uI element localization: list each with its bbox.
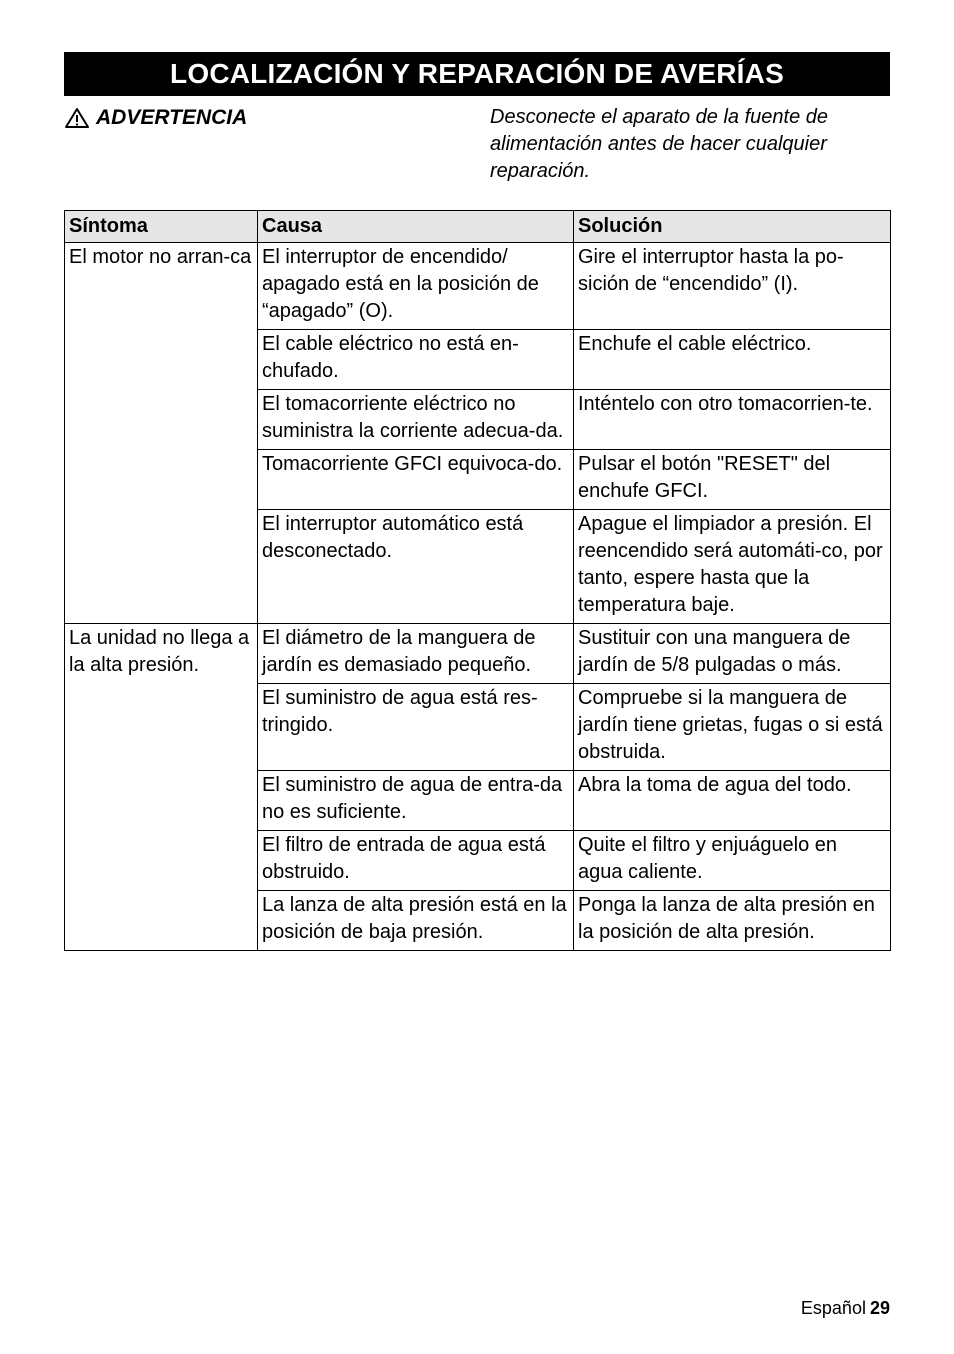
cause-cell: El interruptor de encendido/ apagado está en la posición de “apagado” (O). bbox=[258, 243, 574, 330]
warning-label-text: ADVERTENCIA bbox=[96, 106, 248, 129]
solution-cell: Sustituir con una manguera de jardín de 5/8 pulgadas o más. bbox=[574, 624, 891, 684]
header-symptom: Síntoma bbox=[65, 211, 258, 243]
solution-cell: Apague el limpiador a presión. El reencendido será automáti-co, por tanto, espere hasta que la temperatura baje. bbox=[574, 510, 891, 624]
table-row bbox=[65, 243, 891, 330]
solution-cell: Gire el interruptor hasta la po-sición de “encendido” (I). bbox=[574, 243, 891, 330]
header-cause: Causa bbox=[258, 211, 574, 243]
page-number: 29 bbox=[869, 1298, 890, 1318]
header-solution: Solución bbox=[574, 211, 891, 243]
symptom-cell: El motor no arran-ca bbox=[65, 243, 258, 624]
cause-cell: Tomacorriente GFCI equivoca-do. bbox=[258, 450, 574, 510]
cause-cell: La lanza de alta presión está en la posición de baja presión. bbox=[258, 891, 574, 951]
table-header-row bbox=[65, 211, 891, 243]
solution-cell: Pulsar el botón "RESET" del enchufe GFCI. bbox=[574, 450, 891, 510]
footer-language: Español bbox=[800, 1298, 866, 1318]
warning-label bbox=[64, 104, 247, 132]
symptom-cell: La unidad no llega a la alta presión. bbox=[65, 624, 258, 951]
cause-cell: El cable eléctrico no está en-chufado. bbox=[258, 330, 574, 390]
table-row bbox=[65, 624, 891, 684]
warning-triangle-icon bbox=[64, 107, 90, 129]
warning-text: Desconecte el aparato de la fuente de alimentación antes de hacer cualquier reparación. bbox=[490, 106, 829, 182]
troubleshooting-table bbox=[64, 210, 891, 951]
solution-cell: Ponga la lanza de alta presión en la posición de alta presión. bbox=[574, 891, 891, 951]
cause-cell: El tomacorriente eléctrico no suministra la corriente adecua-da. bbox=[258, 390, 574, 450]
cause-cell: El filtro de entrada de agua está obstruido. bbox=[258, 831, 574, 891]
cause-cell: El suministro de agua de entra-da no es suficiente. bbox=[258, 771, 574, 831]
solution-cell: Inténtelo con otro tomacorrien-te. bbox=[574, 390, 891, 450]
cause-cell: El diámetro de la manguera de jardín es demasiado pequeño. bbox=[258, 624, 574, 684]
solution-cell: Quite el filtro y enjuáguelo en agua caliente. bbox=[574, 831, 891, 891]
solution-cell: Compruebe si la manguera de jardín tiene grietas, fugas o si está obstruida. bbox=[574, 684, 891, 771]
solution-cell: Abra la toma de agua del todo. bbox=[574, 771, 891, 831]
solution-cell: Enchufe el cable eléctrico. bbox=[574, 330, 891, 390]
page-footer bbox=[801, 1296, 890, 1320]
cause-cell: El interruptor automático está desconectado. bbox=[258, 510, 574, 624]
page-title: LOCALIZACIÓN Y REPARACIÓN DE AVERÍAS bbox=[64, 52, 890, 96]
cause-cell: El suministro de agua está res-tringido. bbox=[258, 684, 574, 771]
